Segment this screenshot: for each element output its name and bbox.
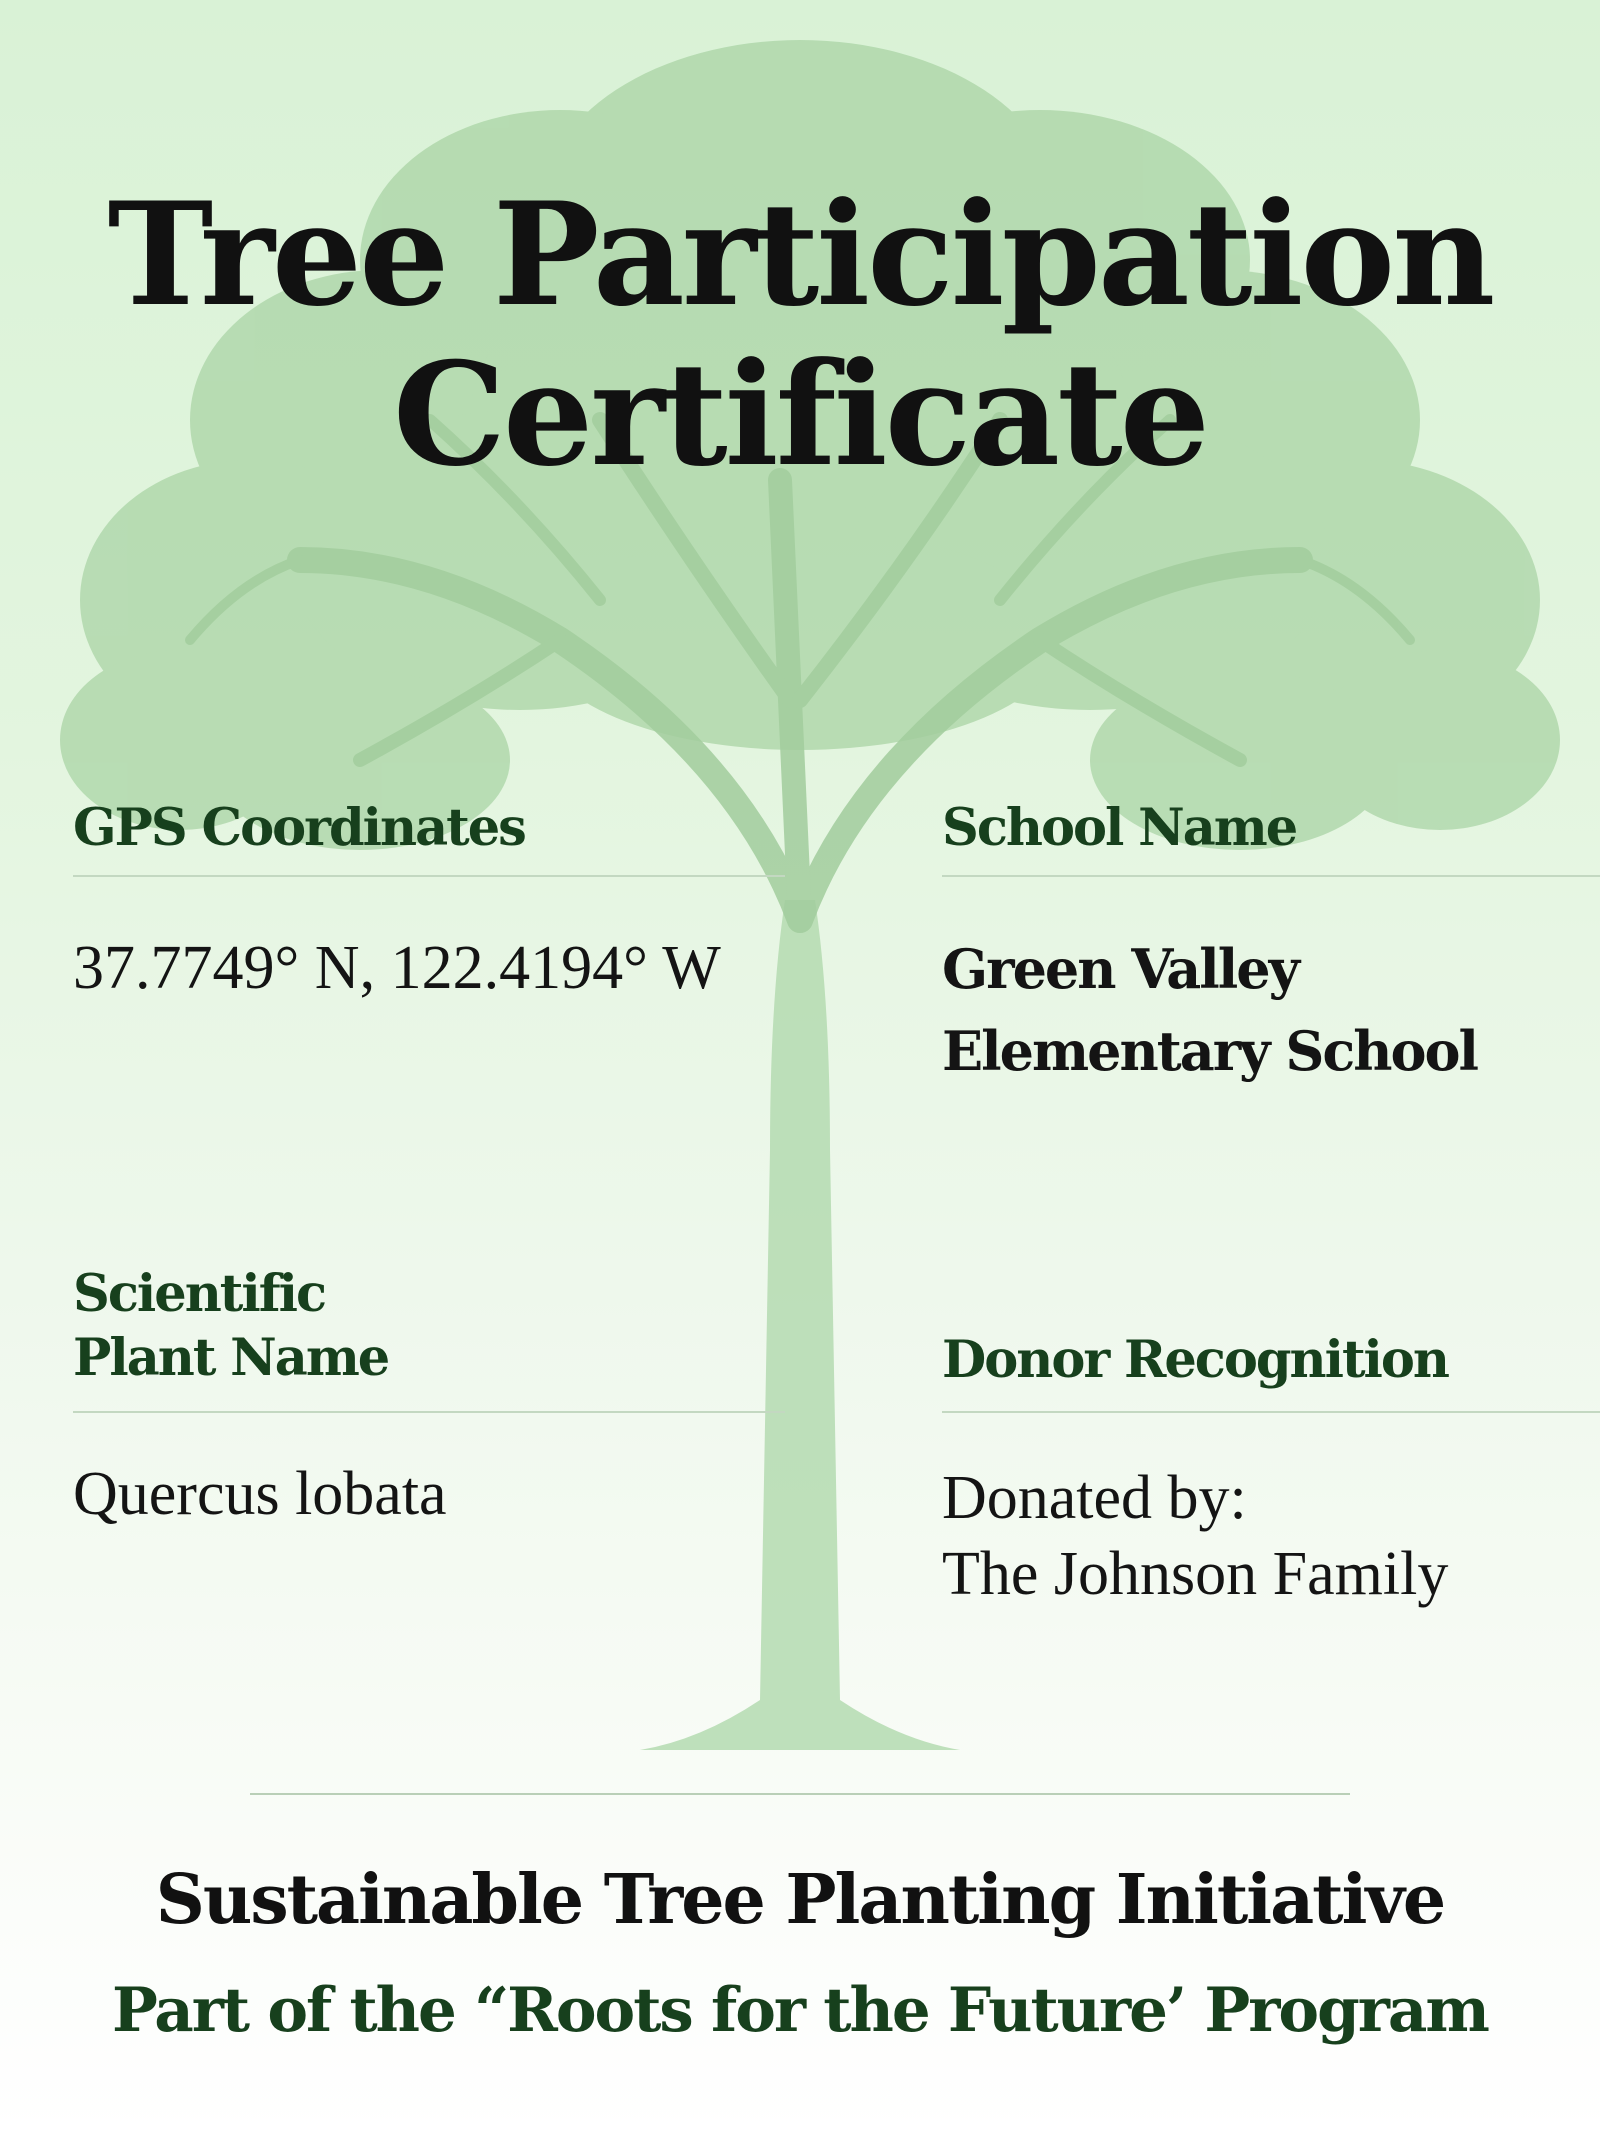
- footer-divider: [250, 1793, 1350, 1795]
- school-name-value: [942, 928, 1600, 1092]
- plant-name-value: Quercus lobata: [73, 1460, 447, 1528]
- footer-subtitle: Part of the “Roots for the Future’ Program: [112, 1975, 1488, 2046]
- donor-line-2: The Johnson Family: [942, 1540, 1449, 1608]
- plant-name-divider: [73, 1411, 785, 1413]
- donor-divider: [942, 1411, 1600, 1413]
- gps-label: GPS Coordinates: [73, 798, 525, 858]
- plant-name-label: [73, 1262, 785, 1390]
- school-name-divider: [942, 875, 1600, 877]
- certificate-title: [0, 172, 1600, 498]
- school-name-line-1: Green Valley: [942, 937, 1299, 1001]
- footer-title: Sustainable Tree Planting Initiative: [155, 1860, 1445, 1940]
- gps-value: 37.7749° N, 122.4194° W: [73, 934, 721, 1002]
- donor-label: Donor Recognition: [942, 1330, 1449, 1390]
- plant-name-label-line-1: Scientific: [73, 1264, 326, 1324]
- title-line-2: Certificate: [392, 332, 1208, 498]
- gps-divider: [73, 875, 785, 877]
- donor-value: [942, 1460, 1600, 1612]
- plant-name-label-line-2: Plant Name: [73, 1328, 389, 1388]
- school-name-line-2: Elementary School: [942, 1019, 1478, 1083]
- title-line-1: Tree Participation: [107, 172, 1493, 338]
- school-name-label: School Name: [942, 798, 1297, 858]
- donor-line-1: Donated by:: [942, 1464, 1247, 1532]
